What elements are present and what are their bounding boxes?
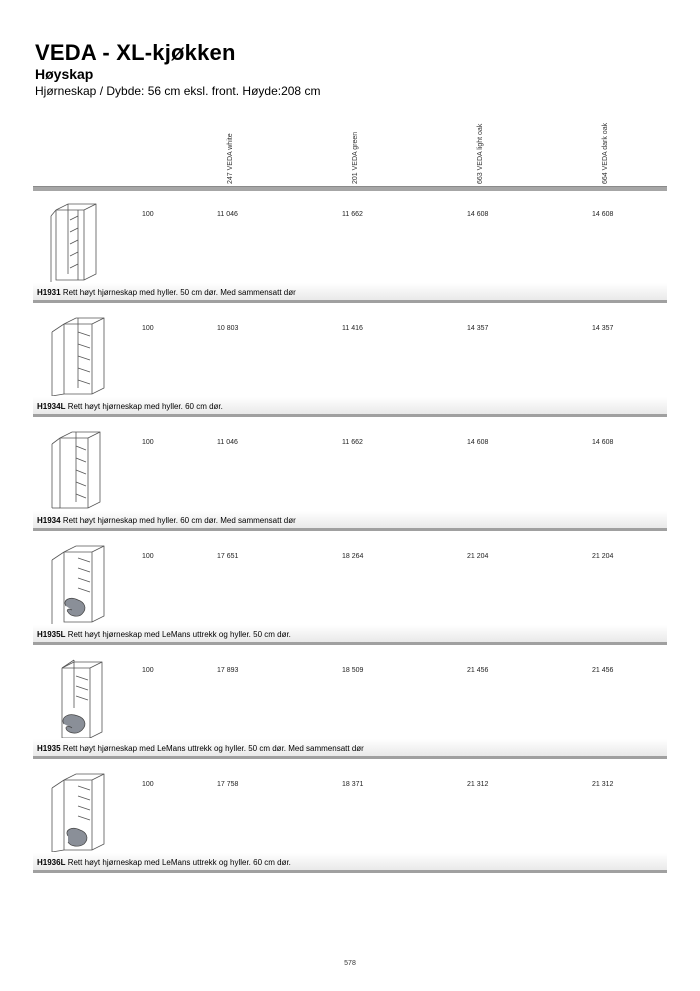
price-green: 18 371 — [342, 781, 364, 788]
product-description: Rett høyt hjørneskap med LeMans uttrekk og hyller. 60 cm dør. — [67, 858, 291, 867]
price-white: 11 046 — [217, 439, 238, 446]
price-green: 11 416 — [342, 325, 363, 332]
quantity-cell: 100 — [142, 439, 154, 446]
price-white: 17 758 — [217, 781, 239, 788]
price-green: 11 662 — [342, 439, 363, 446]
column-header-green: 201 VEDA green — [352, 131, 359, 184]
price-light-oak: 14 357 — [467, 325, 489, 332]
product-description: Rett høyt hjørneskap med hyller. 60 cm dør. — [67, 402, 223, 411]
corner-cabinet-lemans-icon — [48, 658, 108, 738]
product-code: H1934L — [37, 402, 66, 411]
product-row — [33, 308, 667, 422]
price-green: 11 662 — [342, 211, 363, 218]
column-header-white: 247 VEDA white — [227, 133, 234, 184]
quantity-cell: 100 — [142, 781, 154, 788]
corner-cabinet-lemans-icon — [48, 544, 108, 624]
price-dark-oak: 21 456 — [592, 667, 614, 674]
price-white: 17 893 — [217, 667, 239, 674]
product-code: H1935L — [37, 630, 66, 639]
product-code: H1931 — [37, 288, 61, 297]
price-dark-oak: 14 608 — [592, 439, 614, 446]
product-label — [37, 402, 223, 411]
price-dark-oak: 21 312 — [592, 781, 614, 788]
price-white: 17 651 — [217, 553, 239, 560]
column-header-light-oak: 663 VEDA light oak — [477, 123, 484, 184]
corner-cabinet-shelves-icon — [48, 430, 108, 510]
price-dark-oak: 14 608 — [592, 211, 614, 218]
column-header-dark-oak: 664 VEDA dark oak — [602, 122, 609, 184]
product-label — [37, 630, 291, 639]
section-subtitle: Høyskap — [35, 66, 94, 82]
price-light-oak: 14 608 — [467, 439, 489, 446]
product-label-bar — [33, 739, 667, 759]
price-green: 18 264 — [342, 553, 364, 560]
product-label — [37, 744, 364, 753]
corner-cabinet-lemans-icon — [48, 772, 108, 852]
product-code: H1935 — [37, 744, 61, 753]
quantity-cell: 100 — [142, 553, 154, 560]
product-code: H1936L — [37, 858, 66, 867]
corner-cabinet-shelves-icon — [48, 316, 108, 396]
product-row — [33, 764, 667, 878]
product-label-bar — [33, 511, 667, 531]
price-light-oak: 21 456 — [467, 667, 489, 674]
product-description: Rett høyt hjørneskap med LeMans uttrekk og hyller. 50 cm dør. Med sammensatt dør — [62, 744, 364, 753]
product-label — [37, 858, 291, 867]
product-description: Rett høyt hjørneskap med LeMans uttrekk og hyller. 50 cm dør. — [67, 630, 291, 639]
price-white: 11 046 — [217, 211, 238, 218]
product-label — [37, 288, 296, 297]
product-label-bar — [33, 397, 667, 417]
header-divider — [33, 186, 667, 191]
page-number: 578 — [344, 960, 356, 967]
page-title: VEDA - XL-kjøkken — [35, 40, 236, 65]
corner-cabinet-shelves-icon — [48, 202, 108, 282]
product-description: Rett høyt hjørneskap med hyller. 50 cm dør. Med sammensatt dør — [62, 288, 296, 297]
product-row — [33, 650, 667, 764]
product-description: Rett høyt hjørneskap med hyller. 60 cm dør. Med sammensatt dør — [62, 516, 296, 525]
product-row — [33, 194, 667, 308]
quantity-cell: 100 — [142, 211, 154, 218]
quantity-cell: 100 — [142, 325, 154, 332]
price-light-oak: 21 204 — [467, 553, 489, 560]
price-dark-oak: 21 204 — [592, 553, 614, 560]
price-light-oak: 21 312 — [467, 781, 489, 788]
product-label-bar — [33, 625, 667, 645]
section-description: Hjørneskap / Dybde: 56 cm eksl. front. Høyde:208 cm — [35, 84, 321, 98]
price-white: 10 803 — [217, 325, 239, 332]
product-label — [37, 516, 296, 525]
product-label-bar — [33, 853, 667, 873]
price-dark-oak: 14 357 — [592, 325, 614, 332]
price-light-oak: 14 608 — [467, 211, 489, 218]
product-row — [33, 422, 667, 536]
quantity-cell: 100 — [142, 667, 154, 674]
price-green: 18 509 — [342, 667, 364, 674]
product-label-bar — [33, 283, 667, 303]
product-row — [33, 536, 667, 650]
product-code: H1934 — [37, 516, 61, 525]
